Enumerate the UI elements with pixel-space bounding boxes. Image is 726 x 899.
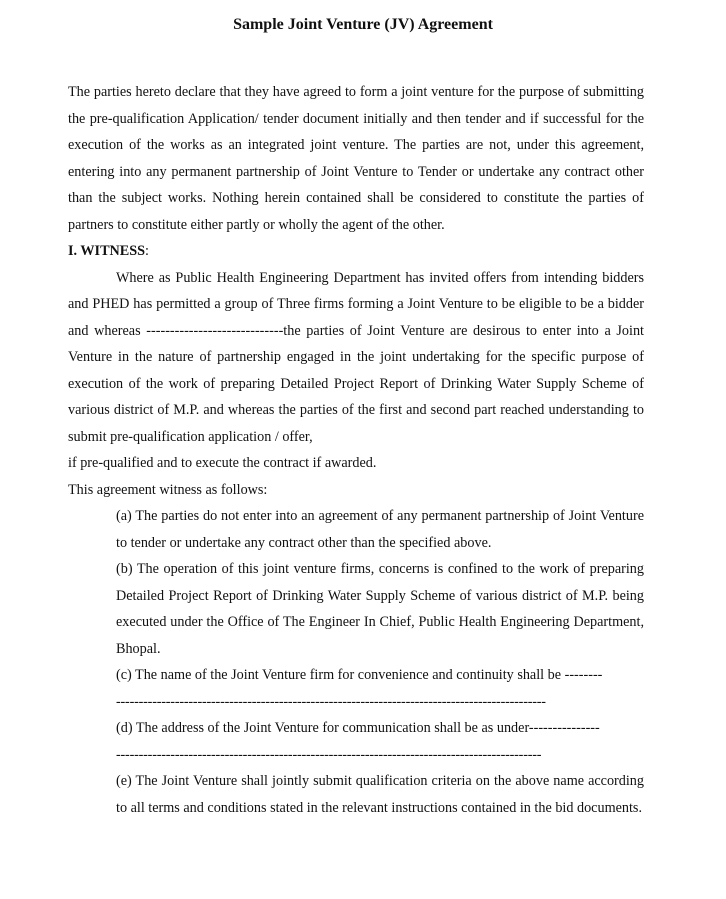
prequalified-line: if pre-qualified and to execute the contract if awarded. <box>68 455 377 471</box>
clause-c <box>116 662 644 715</box>
clause-d-blank-line: ---------------------------------------------------------------------------------------------- <box>116 746 542 763</box>
witness-heading-text: I. WITNESS <box>68 243 146 259</box>
witness-paragraph: Where as Public Health Engineering Department has invited offers from intending bidders and PHED has permitted a group of Three firms forming a Joint Venture to be eligible to be a bidder and whereas -----------------------------the parties of Joint Venture are desirous to enter into a Joint Venture in the nature of partnership engaged in the joint undertaking for the specific purpose of execution of the work of preparing Detailed Project Report of Drinking Water Supply Scheme of various district of M.P. and whereas the parties of the first and second part reached understanding to submit pre-qualification application / offer, <box>68 269 644 445</box>
witness-heading-colon: : <box>145 243 149 259</box>
clause-e: (e) The Joint Venture shall jointly submit qualification criteria on the above name according to all terms and conditions stated in the relevant instructions contained in the bid documents. <box>116 773 644 816</box>
document-title: Sample Joint Venture (JV) Agreement <box>233 16 493 33</box>
clause-c-text: (c) The name of the Joint Venture firm for convenience and continuity shall be -------- <box>116 667 603 683</box>
witness-heading <box>68 238 644 265</box>
clause-b: (b) The operation of this joint venture firms, concerns is confined to the work of preparing Detailed Project Report of Drinking Water Supply Scheme of various district of M.P. being executed under the Office of The Engineer In Chief, Public Health Engineering Department, Bhopal. <box>116 561 644 657</box>
witness-follows-line: This agreement witness as follows: <box>68 481 268 498</box>
clause-a: (a) The parties do not enter into an agreement of any permanent partnership of Joint Venture to tender or undertake any contract other than the specified above. <box>116 508 644 551</box>
clause-d <box>116 715 644 768</box>
clause-list <box>68 503 644 821</box>
clause-c-blank-line: ----------------------------------------------------------------------------------------------- <box>116 693 546 710</box>
clause-d-text: (d) The address of the Joint Venture for communication shall be as under--------------- <box>116 720 600 736</box>
intro-paragraph: The parties hereto declare that they have agreed to form a joint venture for the purpose of submitting the pre-qualification Application/ tender document initially and then tender and if successful for the execution of the works as an integrated joint venture. The parties are not, under this agreement, entering into any permanent partnership of Joint Venture to Tender or undertake any contract other than the subject works. Nothing herein contained shall be considered to constitute the parties of partners to constitute either partly or wholly the agent of the other. <box>68 84 644 233</box>
